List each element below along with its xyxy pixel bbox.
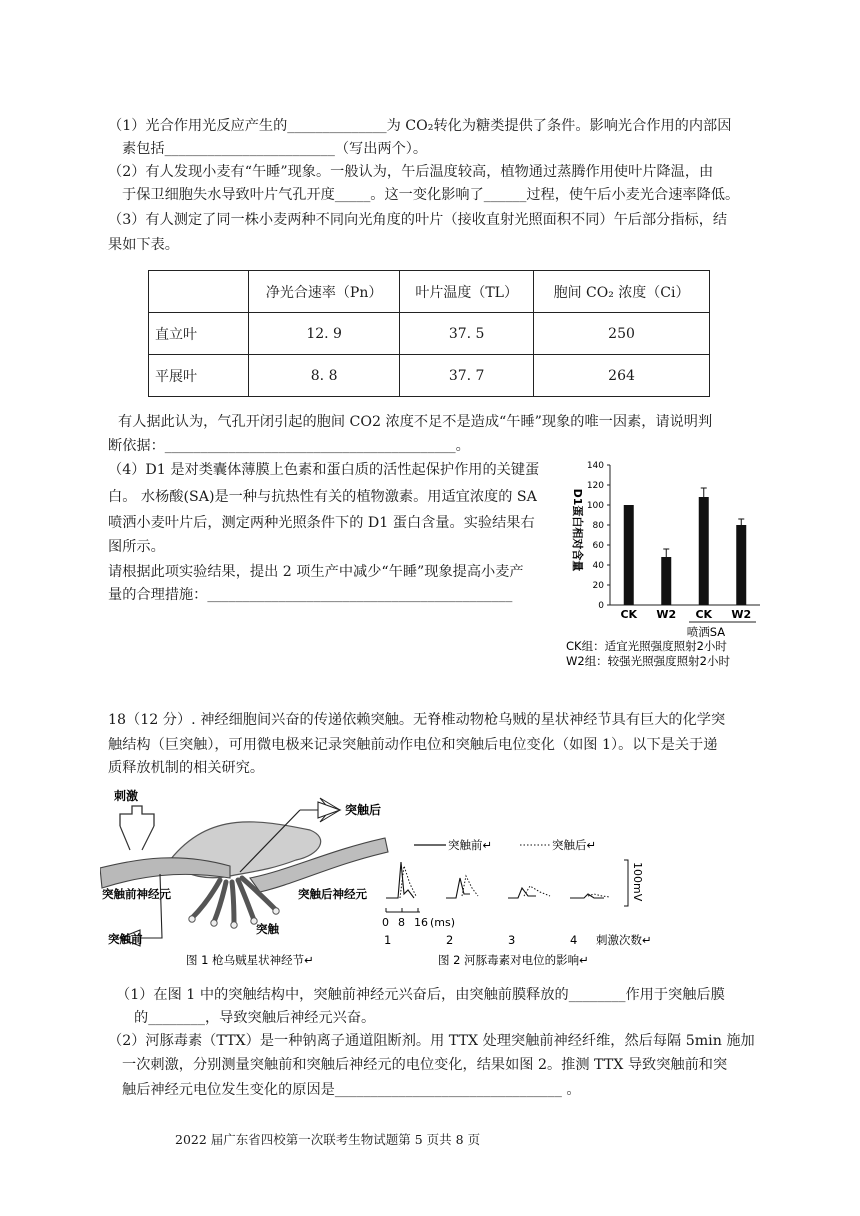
fig2-legend-post: 突触后↵ <box>552 838 597 852</box>
table-row <box>149 355 710 397</box>
q18-part1-line2: 的________，导致突触后神经元兴奋。 <box>134 1010 376 1026</box>
figure-1-synapse-diagram <box>100 780 400 975</box>
chart-y-tick-label: 100 <box>586 501 604 511</box>
fig2-caption: 图 2 河豚毒素对电位的影响↵ <box>438 953 589 967</box>
q18-intro-line3: 质释放机制的相关研究。 <box>108 760 265 776</box>
chart-bar <box>624 505 634 605</box>
fig2-tick-0: 0 <box>382 916 389 929</box>
chart-x-tick-label: W2 <box>731 608 752 621</box>
fig1-pre-label: 突触前 <box>108 932 143 946</box>
table-cell: 250 <box>534 313 710 355</box>
chart-bar <box>661 557 671 605</box>
table-row <box>149 313 710 355</box>
chart-y-tick-label: 60 <box>592 541 604 551</box>
fig1-synapse-label: 突触 <box>256 922 279 936</box>
q17-part1-line1: （1）光合作用光反应产生的______________为 CO₂转化为糖类提供了条件。影响光合作用的内部因 <box>108 118 732 134</box>
fig2-scale-label: 100mV <box>631 862 644 902</box>
chart-bar <box>736 525 746 605</box>
table-cell: 37. 7 <box>400 355 534 397</box>
fig1-caption: 图 1 枪乌贼星状神经节↵ <box>186 953 314 967</box>
chart-ylabel: D1蛋白相对含量 <box>571 488 584 572</box>
chart-x-tick-label: CK <box>695 608 713 621</box>
q17-part4-line4: 图所示。 <box>108 539 165 555</box>
q17-part4-line2: 白。 水杨酸(SA)是一种与抗热性有关的植物激素。用适宜浓度的 SA <box>108 489 537 505</box>
fig1-post-neuron-label: 突触后神经元 <box>298 887 367 901</box>
table-cell: 12. 9 <box>249 313 400 355</box>
chart-bar <box>699 497 709 605</box>
table-cell: 直立叶 <box>149 313 249 355</box>
fig2-stim-2: 2 <box>446 933 454 947</box>
fig1-post-label: 突触后 <box>345 803 382 817</box>
results-table <box>148 270 710 397</box>
q18-part2-line1: （2）河豚毒素（TTX）是一种钠离子通道阻断剂。用 TTX 处理突触前神经纤维，然后每隔 5min 施加 <box>108 1033 755 1049</box>
table-header-row <box>149 271 710 313</box>
chart-y-tick-label: 80 <box>592 521 604 531</box>
chart-y-tick-label: 40 <box>592 561 604 571</box>
q17-part4-line6: 量的合理措施：___________________________________________ <box>108 587 513 603</box>
fig2-tick-16: 16 <box>414 916 428 929</box>
chart-y-tick-label: 0 <box>598 601 604 611</box>
page-footer: 2022 届广东省四校第一次联考生物试题第 5 页共 8 页 <box>175 1132 481 1147</box>
table-header-cell: 叶片温度（TL） <box>400 271 534 313</box>
q18-part2-line3: 触后神经元电位发生变化的原因是________________________________ 。 <box>122 1082 581 1098</box>
q17-part3-line3: 有人据此认为，气孔开闭引起的胞间 CO2 浓度不足不是造成“午睡”现象的唯一因素，请说明判 <box>118 414 713 430</box>
q17-part3-line4: 断依据：_________________________________________。 <box>108 438 470 454</box>
table-cell: 37. 5 <box>400 313 534 355</box>
fig1-stim-label: 刺激 <box>114 789 139 803</box>
q17-part4-line3: 喷洒小麦叶片后，测定两种光照条件下的 D1 蛋白含量。实验结果右 <box>108 515 535 531</box>
chart-x-tick-label: W2 <box>656 608 677 621</box>
fig1-pre-neuron-label: 突触前神经元 <box>102 887 171 901</box>
chart-y-tick-label: 20 <box>592 581 604 591</box>
q17-part4-line5: 请根据此项实验结果，提出 2 项生产中减少“午睡”现象提高小麦产 <box>108 564 524 580</box>
q17-part4-line1: （4）D1 是对类囊体薄膜上色素和蛋白质的活性起保护作用的关键蛋 <box>108 462 540 478</box>
q18-part1-line1: （1）在图 1 中的突触结构中，突触前神经元兴奋后，由突触前膜释放的________作用于突触后膜 <box>116 987 725 1003</box>
d1-protein-chart <box>560 455 770 675</box>
fig2-stim-4: 4 <box>570 933 578 947</box>
figure-2-ttx-potentials <box>380 832 655 972</box>
q17-part3-line2: 果如下表。 <box>108 237 179 253</box>
chart-y-tick-label: 120 <box>586 481 604 491</box>
q18-part2-line2: 一次刺激，分别测量突触前和突触后神经元的电位变化，结果如图 2。推测 TTX 导致突触前和突 <box>122 1057 728 1073</box>
q17-part2-line1: （2）有人发现小麦有“午睡”现象。一般认为，午后温度较高，植物通过蒸腾作用使叶片降温，由 <box>108 164 714 180</box>
chart-note-ck: CK组：适宜光照强度照射2小时 <box>566 639 727 653</box>
table-cell: 264 <box>534 355 710 397</box>
q18-intro-line2: 触结构（巨突触），可用微电极来记录突触前动作电位和突触后电位变化（如图 1）。以下是关于递 <box>108 737 718 753</box>
chart-y-tick-label: 140 <box>586 461 604 471</box>
fig2-stim-count-label: 刺激次数↵ <box>596 933 652 947</box>
q17-part1-line2: 素包括________________________（写出两个）。 <box>122 141 428 157</box>
table-header-cell <box>149 271 249 313</box>
table-cell: 8. 8 <box>249 355 400 397</box>
fig2-stim-3: 3 <box>508 933 516 947</box>
q17-part2-line2: 于保卫细胞失水导致叶片气孔开度_____。这一变化影响了______过程，使午后小麦光合速率降低。 <box>122 187 740 203</box>
table-header-cell: 胞间 CO₂ 浓度（Ci） <box>534 271 710 313</box>
chart-group-label: 喷洒SA <box>686 625 726 639</box>
chart-x-tick-label: CK <box>620 608 638 621</box>
q18-intro-line1: 18（12 分）. 神经细胞间兴奋的传递依赖突触。无脊椎动物枪乌贼的星状神经节具有巨大的化学突 <box>108 712 726 728</box>
fig2-legend-pre: 突触前↵ <box>448 838 493 852</box>
fig2-tick-8: 8 <box>398 916 405 929</box>
table-header-cell: 净光合速率（Pn） <box>249 271 400 313</box>
chart-note-w2: W2组：较强光照强度照射2小时 <box>566 654 731 668</box>
q17-part3-line1: （3）有人测定了同一株小麦两种不同向光角度的叶片（接收直射光照面积不同）午后部分指标，结 <box>108 212 728 228</box>
fig2-tick-ms: (ms) <box>430 916 456 929</box>
table-cell: 平展叶 <box>149 355 249 397</box>
fig2-stim-1: 1 <box>384 933 392 947</box>
